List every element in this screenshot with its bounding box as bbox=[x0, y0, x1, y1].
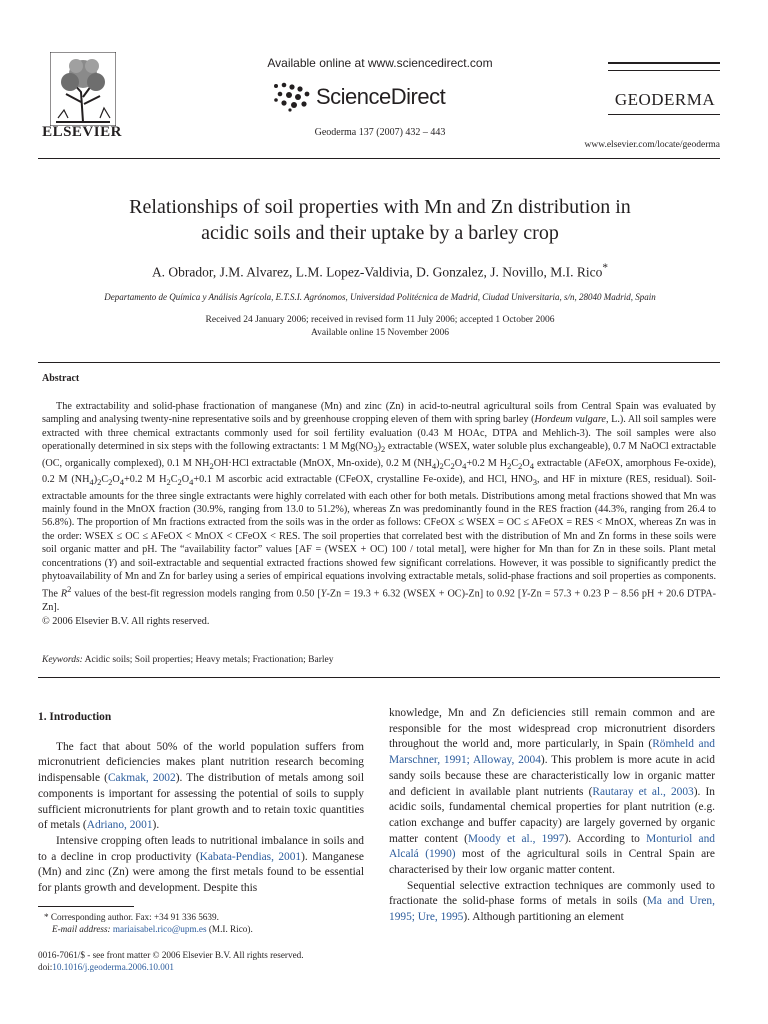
corresponding-author-mark[interactable]: * bbox=[602, 262, 609, 274]
journal-citation: Geoderma 137 (2007) 432 – 443 bbox=[314, 127, 446, 138]
citation-link[interactable]: Kabata-Pendias, 2001 bbox=[199, 850, 302, 863]
body-top-divider bbox=[38, 677, 720, 678]
journal-rule-bottom bbox=[608, 114, 720, 115]
abstract-paragraph: The extractability and solid-phase fractionation of manganese (Mn) and zinc (Zn) in acid-to-neutral agricultural soils from Central Spain was evaluated by sampling and analysing twenty-nine representative soils and by greenhouse cropping eleven of them with spring barley (Hordeum vulgare, L.). All soil samples were extracted with three chemical extractants commonly used for soil fertility evaluation (0.43 M HOAc, DTPA and Mehlich-3). The soil samples were also operationally determined in six steps with the following extractants: 1 M $Mg(NO_3)_2$ extractable (WSEX, water soluble plus exchangeable), 0.7 M NaOCl extractable (OC, organically complexed), 0.1 M $NH_2OH\cdot HCl$ extractable (MnOX, Mn-oxide), 0.2 M $(NH_4)_2C_2O_4+0.2$ M $H_2C_2O_4$ extractable (AFeOX, amorphous Fe-oxide), 0.2 M $(NH_4)_2C_2O_4+0.2$ M $H_2C_2O_4+0.1$ M ascorbic acid extractable (CFeOX, crystalline Fe-oxide), and HCl, $HNO_3$, and HF in mixture (RES, residual). Soil-extractable amounts for the three single extractants were highly correlated with each other for both metals. Distributions among metal fractions showed that Mn was mainly found in the MnOX fraction (30.9%, ranging from 13.0 to 51.2%), whereas Zn was predominantly found in the RES fraction (44.3%, ranging from 26.4 to 56.8%). The proportion of Mn fractions extracted from the soils was in the order as follows: CFeOX ≤ WSEX = OC ≤ AFeOX = RES < MnOX, whereas Zn was in the order: WSEX ≤ OC ≤ AFeOX < MnOX < CFeOX < RES. The soil properties that correlated best with the distribution of Mn and Zn forms in these soils were soil organic matter and pH. The “availability factor” values [AF = (WSEX + OC) 100 / total metal], were higher for Mn than for Zn in these soils. Plant metal concentrations (Y) and soil-extractable and sequential extracted fractions showed few significant correlations. However, it was possible to significantly predict the phytoavailability of Mn and Zn for barley using a series of empirical equations involving extractable metals, solid-phase fractions and soil properties as components. The $R^2$ values of the best-fit regression models ranging from 0.50 [Y-Zn = 19.3 + 6.32 (WSEX + OC)-Zn] to 0.92 [Y-Zn = 57.3 + 0.23 P − 8.56 pH + 20.6 DTPA-Zn]. bbox=[42, 401, 717, 614]
keywords bbox=[42, 655, 716, 665]
title-line: Relationships of soil properties with Mn and Zn distribution in bbox=[129, 196, 631, 218]
citation-link[interactable]: Monturiol and Alcalá (1990) bbox=[389, 832, 715, 861]
doi-line: doi:10.1016/j.geoderma.2006.10.001 bbox=[38, 962, 175, 973]
intro-paragraph-1: The fact that about 50% of the world population suffers from micronutrient deficiencies makes plant nutrition research becoming indispensable (Cakmak, 2002). The distribution of metals among soil components is important for assessing the potential of soils to supply sufficient micronutrients for plant growth and to retain toxic quantities of metals (Adriano, 2001). bbox=[38, 740, 364, 832]
article-dates bbox=[40, 314, 720, 340]
corresponding-footnote bbox=[38, 911, 364, 936]
publisher-name: ELSEVIER bbox=[42, 124, 122, 140]
available-online-date: Available online 15 November 2006 bbox=[310, 328, 450, 338]
journal-rule-top-thin bbox=[608, 70, 720, 71]
corresponding-author-note: * Corresponding author. Fax: +34 91 336 5639. bbox=[44, 912, 219, 922]
issn-line: 0016-7061/$ - see front matter © 2006 Elsevier B.V. All rights reserved. bbox=[38, 950, 304, 960]
keywords-list: Acidic soils; Soil properties; Heavy metals; Fractionation; Barley bbox=[84, 655, 334, 665]
copyright-line: © 2006 Elsevier B.V. All rights reserved. bbox=[42, 615, 210, 627]
issn-doi bbox=[38, 949, 364, 974]
received-dates: Received 24 January 2006; received in revised form 11 July 2006; accepted 1 October 2006 bbox=[205, 315, 555, 325]
footnote-divider bbox=[38, 906, 134, 907]
sciencedirect-dots-icon bbox=[270, 82, 314, 112]
citation-link[interactable]: Rautaray et al., 2003 bbox=[592, 785, 694, 798]
journal-name: GEODERMA bbox=[614, 90, 716, 109]
header-divider bbox=[38, 158, 720, 159]
title-line: acidic soils and their uptake by a barley crop bbox=[201, 222, 559, 244]
author-list bbox=[40, 262, 720, 281]
citation-link[interactable]: Adriano, 2001 bbox=[86, 819, 153, 832]
elsevier-logo bbox=[38, 52, 126, 140]
citation-link[interactable]: Moody et al., 1997 bbox=[467, 832, 565, 845]
section-heading-introduction: 1. Introduction bbox=[38, 711, 112, 723]
abstract-body bbox=[42, 400, 716, 628]
intro-paragraph-2-continued: knowledge, Mn and Zn deficiencies still remain common and are responsible for the most widespread crop micronutrient disorders throughout the world and, more particularly, in Spain (Römheld and Marschner, 1991; Alloway, 2004). This problem is more acute in acid sandy soils because these are characteristically low in organic matter and deficient in available plant nutrients (Rautaray et al., 2003). In acidic soils, fundamental chemical properties for plant nutrition (e.g. cation exchange and buffer capacity) are largely governed by organic matter content (Moody et al., 1997). According to Monturiol and Alcalá (1990) most of the agricultural soils in Central Spain are characterised by their low organic matter content. bbox=[389, 707, 715, 877]
email-link[interactable]: mariaisabel.rico@upm.es bbox=[112, 924, 207, 935]
available-online-text: Available online at www.sciencedirect.com bbox=[267, 56, 493, 70]
intro-paragraph-2: Intensive cropping often leads to nutritional imbalance in soils and to a decline in crop productivity (Kabata-Pendias, 2001). Manganese (Mn) and zinc (Zn) were among the first metals found to be essential for plants growth and development. Despite this bbox=[38, 834, 364, 895]
right-column bbox=[389, 706, 715, 926]
citation-link[interactable]: Cakmak, 2002 bbox=[107, 772, 176, 785]
keywords-label: Keywords: bbox=[42, 655, 83, 665]
sciencedirect-logo bbox=[270, 80, 470, 114]
affiliation: Departamento de Química y Análisis Agrícola, E.T.S.I. Agrónomos, Universidad Politécnica de Madrid, Ciudad Universitaria, s/n, 28040 Madrid, Spain bbox=[104, 292, 656, 302]
email-line: E-mail address: mariaisabel.rico@upm.es (M.I. Rico). bbox=[52, 924, 253, 935]
elsevier-tree-icon bbox=[50, 52, 116, 126]
abstract-top-divider bbox=[38, 362, 720, 363]
authors-text: A. Obrador, J.M. Alvarez, L.M. Lopez-Valdivia, D. Gonzalez, J. Novillo, M.I. Rico bbox=[151, 264, 603, 280]
sciencedirect-wordmark: ScienceDirect bbox=[316, 84, 446, 109]
left-column bbox=[38, 706, 364, 897]
abstract-heading: Abstract bbox=[42, 373, 80, 384]
intro-paragraph-3: Sequential selective extraction techniques are commonly used to fractionate the solid-phase forms of metals in soils (Ma and Uren, 1995; Ure, 1995). Although partitioning an element bbox=[389, 879, 715, 924]
citation-link[interactable]: Römheld and Marschner, 1991; Alloway, 2004 bbox=[389, 738, 715, 767]
journal-rule-top bbox=[608, 62, 720, 64]
doi-link[interactable]: 10.1016/j.geoderma.2006.10.001 bbox=[52, 962, 175, 973]
article-title bbox=[60, 194, 700, 246]
citation-link[interactable]: Ma and Uren, 1995; Ure, 1995 bbox=[389, 895, 715, 924]
journal-url-link[interactable]: www.elsevier.com/locate/geoderma bbox=[584, 140, 720, 150]
